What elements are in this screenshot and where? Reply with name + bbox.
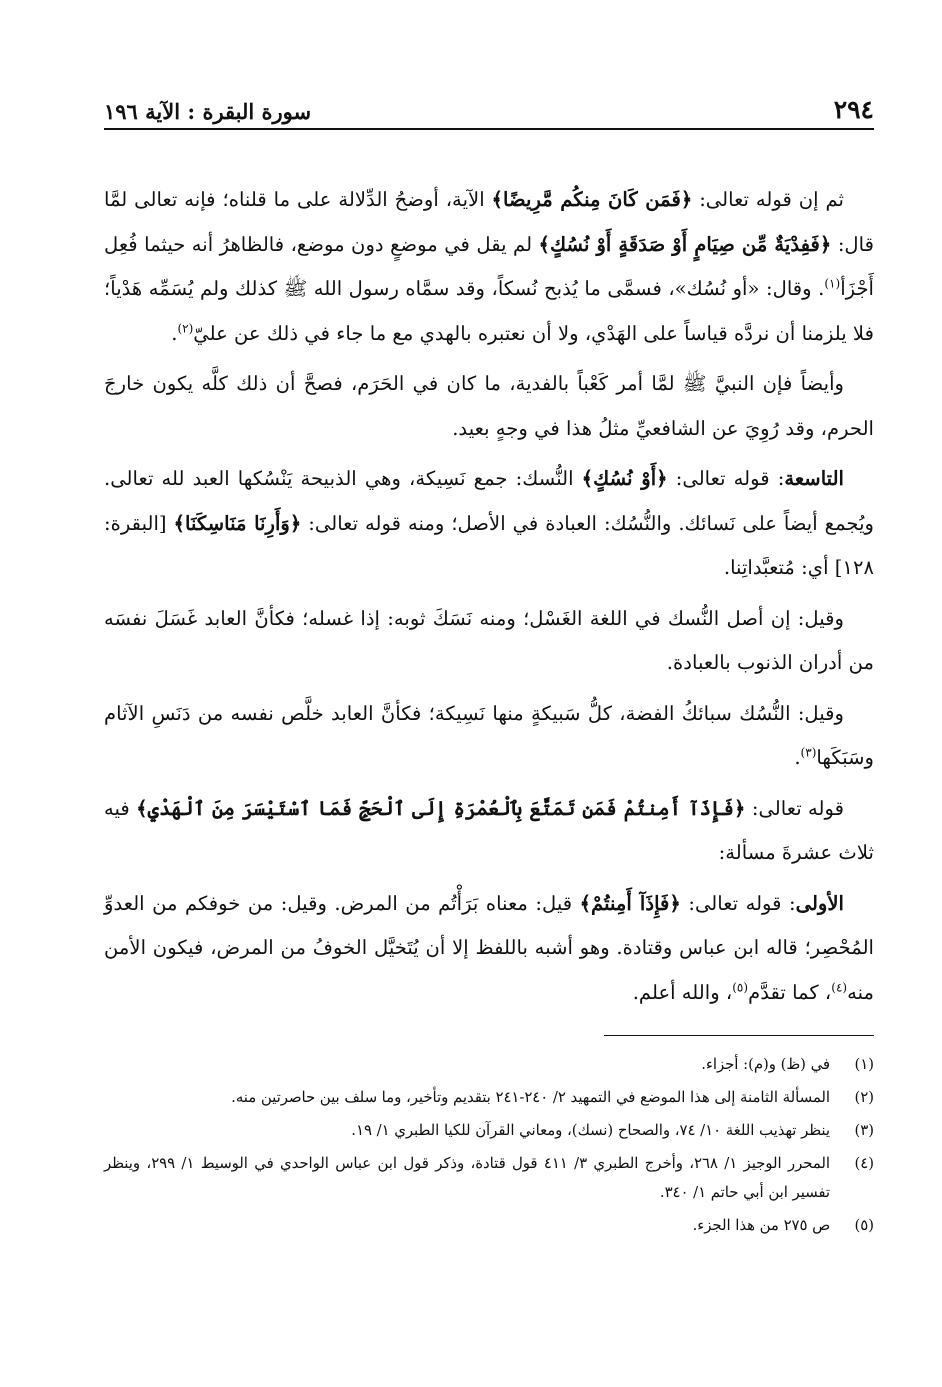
footnote	[104, 1116, 874, 1145]
section-label: التاسعة	[784, 467, 844, 490]
quran-verse: ﴿وَأَرِنَا مَنَاسِكَنَا﴾	[173, 511, 302, 535]
text-run: ثم إن قوله تعالى:	[692, 188, 844, 211]
quran-verse: ﴿فَإِذَآ أَمِنتُمْ﴾	[579, 891, 681, 915]
section-label: الأولى	[795, 891, 844, 915]
quran-verse: ﴿أَوْ نُسُكٍ﴾	[581, 467, 668, 490]
footnote-number: (١)	[854, 1056, 874, 1073]
footnote	[104, 1083, 874, 1112]
paragraph-1	[104, 178, 874, 356]
footnote-ref: (١)	[824, 276, 841, 291]
quran-verse: ﴿فَإِذَآ أَمِنتُمْ فَمَن تَمَتَّعَ بِٱلْعُمْرَةِ إِلَى ٱلْحَجِّ فَمَا ٱسْتَيْسَرَ مِنَ ٱلْهَدْيِ﴾	[136, 796, 746, 820]
text-run: وقيل: النُّسُك سبائكُ الفضة، كلُّ سَبيكةٍ منها نَسِيكة؛ فكأنَّ العابد خلَّص نفسه من دَنَسِ الآثام وسَبَكَها	[104, 701, 874, 769]
text-run: .	[171, 321, 178, 345]
main-text	[104, 178, 874, 1015]
footnote-ref: (٤)	[831, 979, 848, 994]
footnote-number: (٢)	[854, 1089, 874, 1106]
quran-verse: ﴿فَمَن كَانَ مِنكُم مَّرِيضًا﴾	[491, 188, 693, 211]
footnotes	[104, 1050, 874, 1240]
text-run: النُّسك: جمع نَسِيكة، وهي الذبيحة يَنْسُكها العبد لله تعالى. ويُجمع أيضاً على نَسائك. والنُّسُك: العبادة في الأصل؛ ومنه قوله تعالى:	[104, 467, 874, 535]
running-header	[104, 88, 874, 128]
footnote	[104, 1211, 874, 1240]
footnote-ref: (٥)	[732, 979, 749, 994]
text-run: قيل: معناه بَرَأْتُم من المرض. وقيل: من خوفكم من العدوِّ المُحْصِر؛ قاله ابن عباس وقتادة. وهو أشبه باللفظ إلا أن يُتَخيَّل الخوفُ من المرض، فيكون الأمن منه	[104, 891, 874, 1004]
footnote-ref: (٣)	[800, 745, 817, 760]
footnote-ref: (٢)	[177, 320, 194, 335]
text-run: [البقرة: ١٢٨] أي: مُتعبَّداتِنا.	[104, 511, 874, 579]
footnote-text: ص ٢٧٥ من هذا الجزء.	[692, 1217, 830, 1234]
text-run: ، والله أعلم.	[632, 980, 733, 1004]
footnote-text: المسألة الثامنة إلى هذا الموضع في التمهيد ٢/ ٢٤٠-٢٤١ بتقديم وتأخير، وما سلف بين حاصرتين منه.	[231, 1089, 830, 1106]
footnote-rule	[604, 1035, 874, 1036]
paragraph-5	[104, 692, 874, 781]
header-rule	[104, 128, 874, 130]
paragraph-3	[104, 457, 874, 591]
paragraph-6	[104, 787, 874, 876]
paragraph-2: وأيضاً فإن النبيَّ ﷺ لمَّا أمر كَعْباً بالفدية، ما كان في الحَرَم، فصحَّ أن ذلك كلَّه يكون خارجَ الحرم، وقد رُوِيَ عن الشافعيِّ مثلُ هذا في وجهٍ بعيد.	[104, 372, 874, 440]
paragraph-7	[104, 882, 874, 1016]
text-run: الآية، أوضحُ الدِّلالة على ما قلناه؛ فإنه تعالى لمَّا قال:	[104, 188, 875, 256]
text-run: : قوله تعالى:	[667, 467, 785, 490]
text-run: ، كما تقدَّم	[748, 980, 832, 1004]
footnote	[104, 1149, 874, 1207]
footnote-number: (٣)	[854, 1122, 874, 1139]
text-run: لم يقل في موضعٍ دون موضع، فالظاهرُ أنه حيثما فُعِل أَجْزَأ	[104, 232, 874, 300]
text-run: . وقال: «أو نُسُك»، فسمَّى ما يُذبح نُسكاً، وقد سمَّاه رسول الله ﷺ كذلك ولم يُسَمِّه هَدْياً؛ فلا يلزمنا أن نردَّه قياساً على الهَدْي، ولا أن نعتبره بالهدي مع ما جاء في ذلك عن عليّ	[104, 277, 874, 345]
surah-title: سورة البقرة : الآية ١٩٦	[104, 99, 312, 124]
text-run: قوله تعالى:	[745, 796, 845, 820]
footnote	[104, 1050, 874, 1079]
footnote-number: (٥)	[854, 1217, 874, 1234]
footnote-text: ينظر تهذيب اللغة ١٠/ ٧٤، والصحاح (نسك)، ومعاني القرآن للكيا الطبري ١/ ١٩.	[351, 1122, 830, 1139]
footnote-text: في (ظ) و(م): أجزاء.	[701, 1056, 830, 1073]
text-run: فيه ثلاث عشرةَ مسألة:	[104, 796, 874, 864]
paragraph-4: وقيل: إن أصل النُّسك في اللغة الغَسْل؛ ومنه نَسَكَ ثوبه: إذا غسله؛ فكأنَّ العابد غَسَلَ نفسَه من أدران الذنوب بالعبادة.	[104, 606, 874, 674]
footnote-text: المحرر الوجيز ١/ ٢٦٨، وأخرج الطبري ٣/ ٤١١ قول قتادة، وذكر قول ابن عباس الواحدي في الوسيط ١/ ٢٩٩، وينظر تفسير ابن أبي حاتم ١/ ٣٤٠.	[104, 1155, 830, 1201]
footnote-number: (٤)	[854, 1155, 874, 1172]
text-run: .	[794, 746, 801, 769]
quran-verse: ﴿فَفِدْيَةٌ مِّن صِيَامٍ أَوْ صَدَقَةٍ أَوْ نُسُكٍ﴾	[538, 232, 832, 256]
text-run: : قوله تعالى:	[680, 891, 796, 915]
page-number: ٢٩٤	[833, 95, 874, 124]
